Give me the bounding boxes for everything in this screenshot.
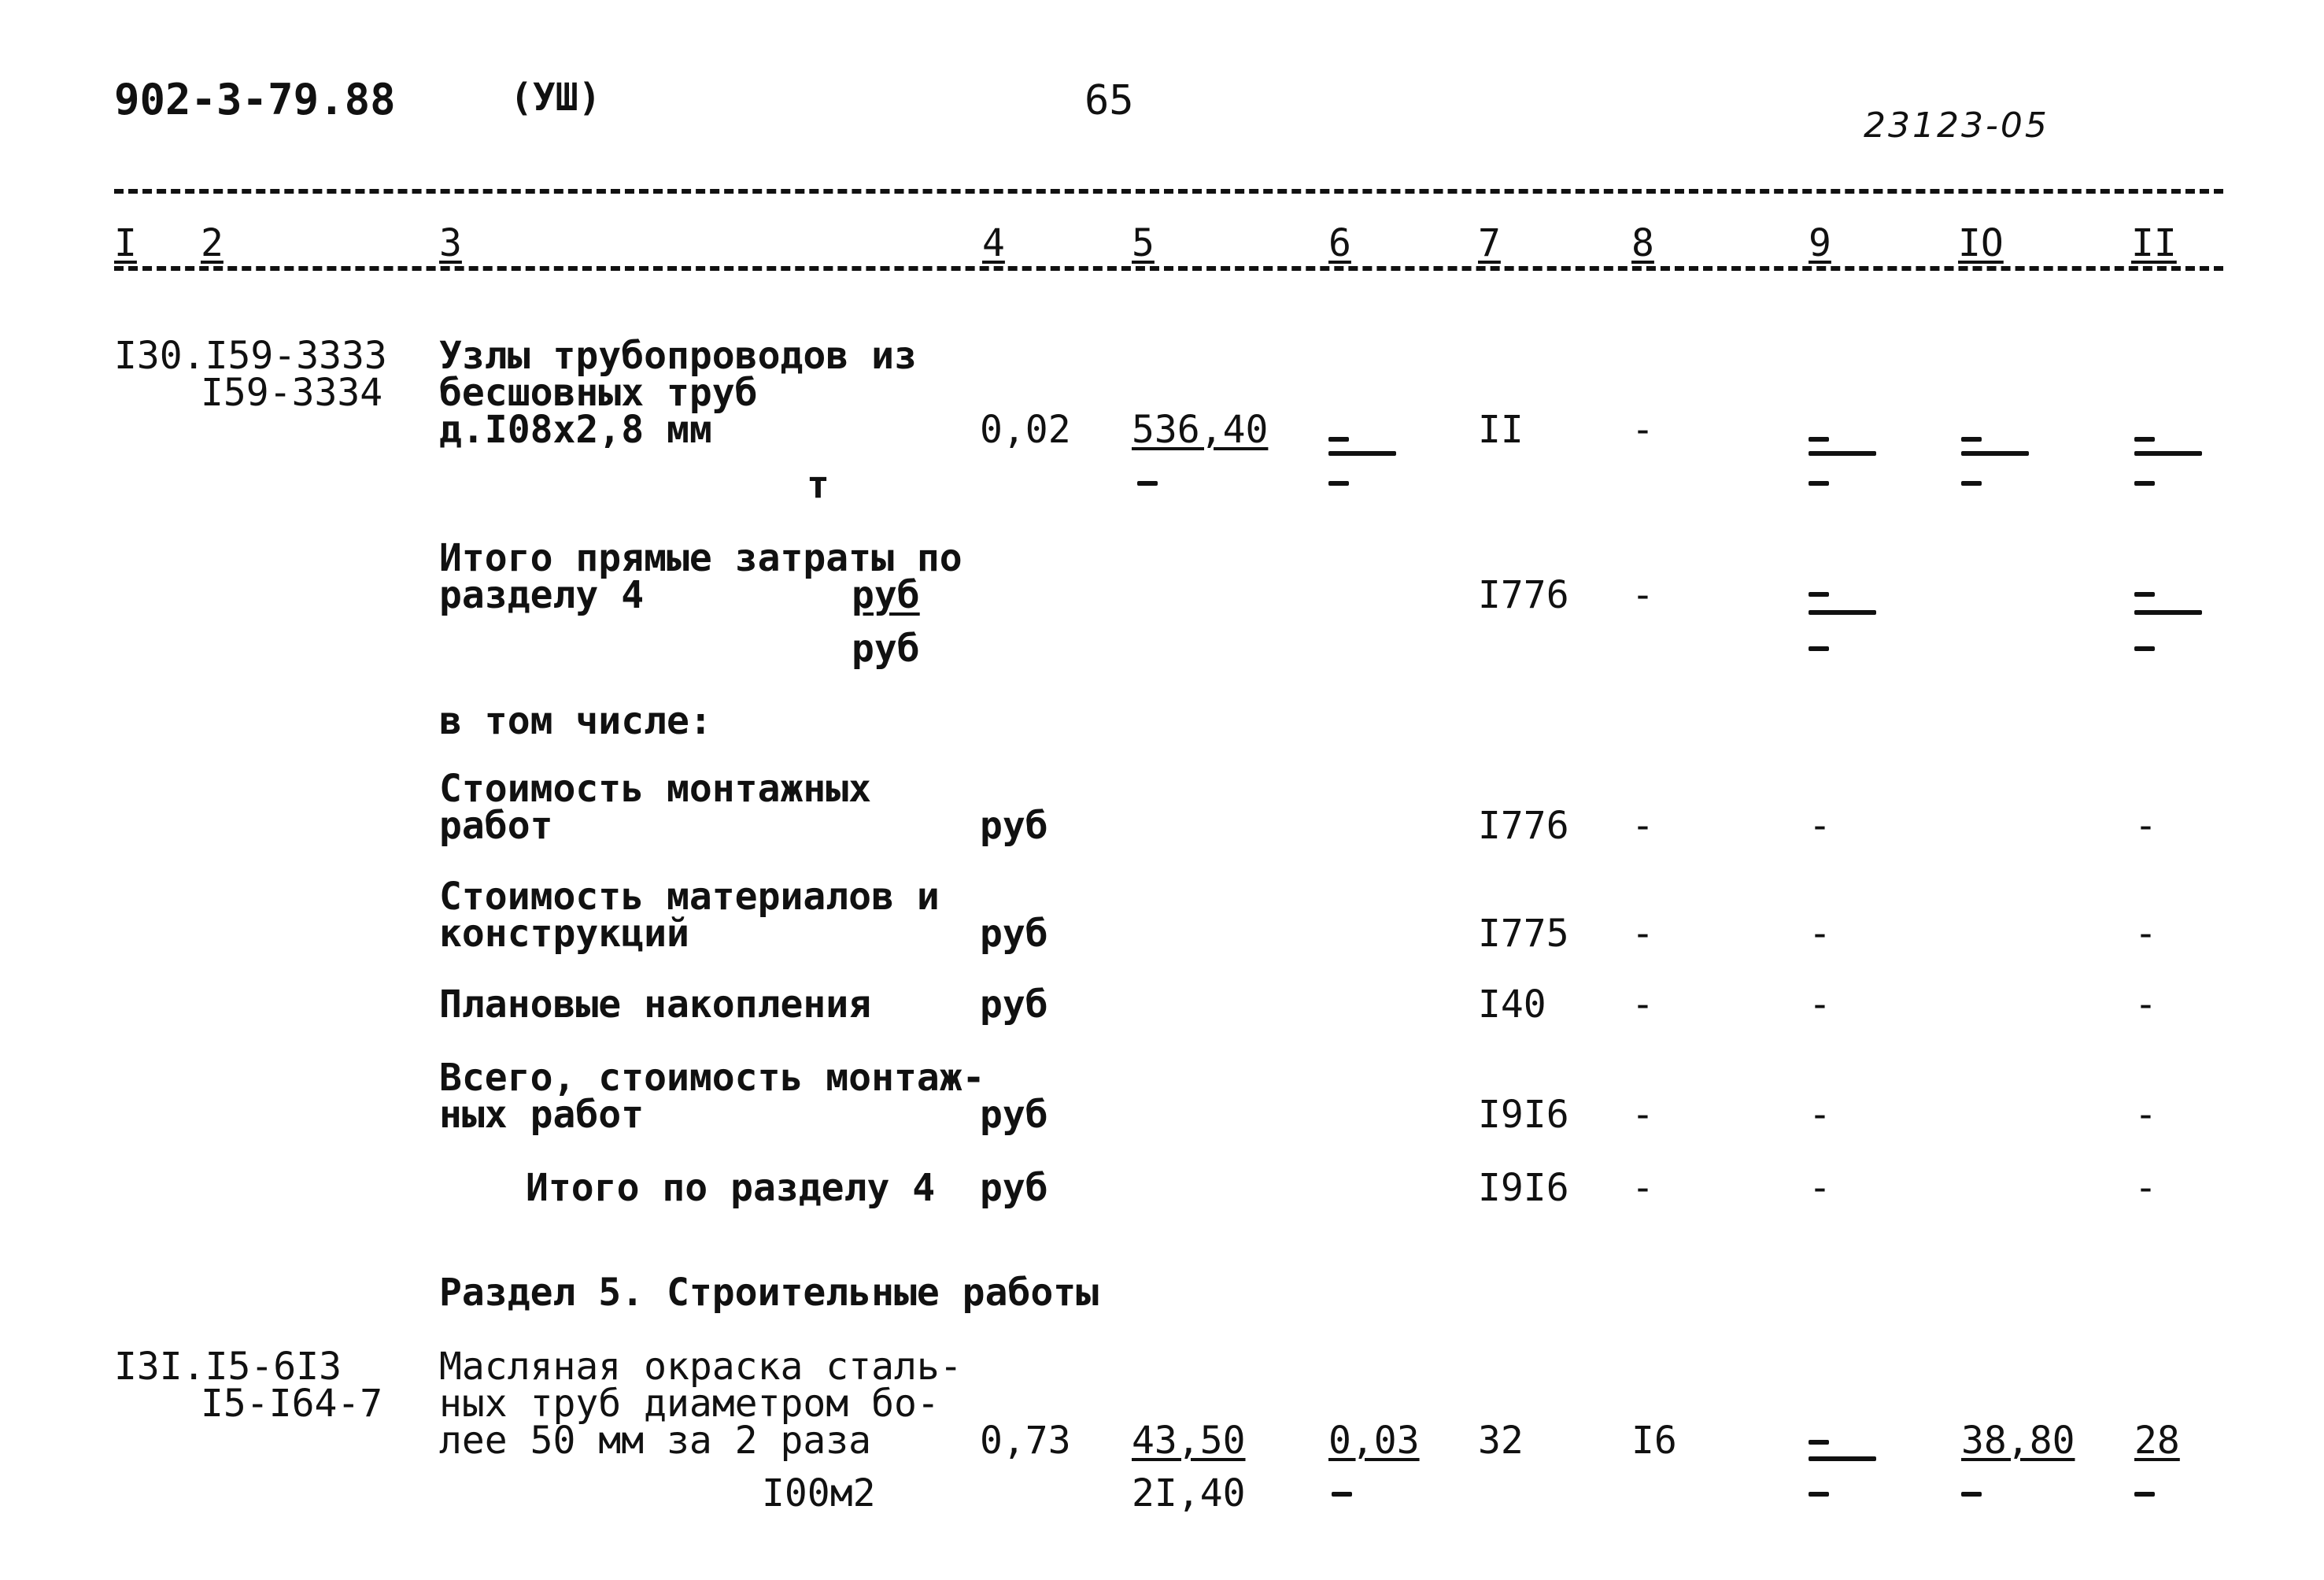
row-col6-empty-top — [1328, 437, 1349, 442]
including-label: в том числе: — [439, 699, 712, 743]
row-col6-empty-bottom — [1332, 1492, 1352, 1497]
direct-costs-col11-rule — [2134, 610, 2202, 615]
row-description-line3: д.I08х2,8 мм — [439, 408, 712, 452]
direct-costs-col7-value: I776 — [1478, 573, 1569, 617]
volume-number: (УШ) — [510, 76, 601, 120]
planned-savings-unit: руб — [980, 982, 1048, 1027]
section-5-title: Раздел 5. Строительные работы — [439, 1271, 1099, 1315]
sheet-number: 23123-05 — [1864, 105, 2049, 146]
total-install-col9-value: - — [1809, 1093, 1831, 1137]
direct-costs-unit-bottom: руб — [852, 627, 920, 671]
column-header-4: 4 — [982, 221, 1005, 265]
row-col9-empty-top — [1809, 1440, 1829, 1445]
install-cost-label-line2: работ — [439, 804, 553, 848]
row-code-secondary: I59-3334 — [201, 371, 383, 415]
header-dashed-rule — [114, 189, 2223, 194]
install-cost-label-line1: Стоимость монтажных — [439, 767, 872, 811]
row-col10-rule — [1961, 451, 2029, 456]
row-description-line1: Узлы трубопроводов из — [439, 334, 917, 378]
direct-costs-col9-empty-bottom — [1809, 646, 1829, 651]
total-install-col11-value: - — [2134, 1093, 2157, 1137]
column-header-8: 8 — [1631, 221, 1654, 265]
direct-costs-unit-top: руб — [852, 573, 920, 617]
direct-costs-col9-empty-top — [1809, 592, 1829, 597]
row-unit: т — [807, 463, 829, 507]
row-col8-value: - — [1631, 408, 1654, 452]
column-header-5: 5 — [1132, 221, 1155, 265]
total-install-col7-value: I9I6 — [1478, 1093, 1569, 1137]
direct-costs-label-line1: Итого прямые затраты по — [439, 536, 962, 580]
materials-cost-label-line1: Стоимость материалов и — [439, 875, 940, 919]
section-total-col7-value: I9I6 — [1478, 1166, 1569, 1210]
row-col10-empty-bottom — [1961, 481, 1982, 486]
column-header-10: IO — [1958, 221, 2004, 265]
total-install-unit: руб — [980, 1093, 1048, 1137]
column-header-9: 9 — [1809, 221, 1831, 265]
row-unit: I00м2 — [762, 1471, 876, 1515]
section-total-col9-value: - — [1809, 1166, 1831, 1210]
row-col11-rule — [2134, 451, 2202, 456]
row-col9-rule — [1809, 451, 1876, 456]
section-total-unit: руб — [980, 1166, 1048, 1210]
direct-costs-col8-value: - — [1631, 573, 1654, 617]
planned-savings-col8-value: - — [1631, 982, 1654, 1027]
planned-savings-col11-value: - — [2134, 982, 2157, 1027]
row-col8-value: I6 — [1631, 1419, 1677, 1463]
row-col9-empty-top — [1809, 437, 1829, 442]
row-description-line2: бесшовных труб — [439, 371, 758, 415]
row-description-line2: ных труб диаметром бо- — [439, 1382, 940, 1426]
install-cost-col11-value: - — [2134, 804, 2157, 848]
row-col10-value: 38,80 — [1961, 1419, 2075, 1463]
row-col11-empty-bottom — [2134, 481, 2155, 486]
planned-savings-label: Плановые накопления — [439, 982, 872, 1027]
total-install-label-line1: Всего, стоимость монтаж- — [439, 1056, 985, 1100]
row-col6-rule — [1328, 451, 1396, 456]
column-header-11: II — [2131, 221, 2177, 265]
direct-costs-col9-rule — [1809, 610, 1876, 615]
planned-savings-col7-value: I40 — [1478, 982, 1546, 1027]
row-col10-empty-top — [1961, 437, 1982, 442]
document-code: 902-3-79.88 — [114, 75, 396, 124]
materials-cost-col8-value: - — [1631, 912, 1654, 956]
row-col5-secondary-value: 2I,40 — [1132, 1471, 1246, 1515]
direct-costs-label-line2: разделу 4 — [439, 573, 645, 617]
install-cost-col8-value: - — [1631, 804, 1654, 848]
materials-cost-col7-value: I775 — [1478, 912, 1569, 956]
install-cost-unit: руб — [980, 804, 1048, 848]
materials-cost-unit: руб — [980, 912, 1048, 956]
column-header-3: 3 — [439, 221, 462, 265]
column-header-6: 6 — [1328, 221, 1351, 265]
row-col11-empty-bottom — [2134, 1492, 2155, 1497]
row-col10-empty-bottom — [1961, 1492, 1982, 1497]
section-total-col11-value: - — [2134, 1166, 2157, 1210]
row-col4-value: 0,73 — [980, 1419, 1071, 1463]
section-total-col8-value: - — [1631, 1166, 1654, 1210]
install-cost-col9-value: - — [1809, 804, 1831, 848]
install-cost-col7-value: I776 — [1478, 804, 1569, 848]
page-number: 65 — [1084, 77, 1134, 124]
column-header-1: I — [114, 221, 137, 265]
row-col4-value: 0,02 — [980, 408, 1071, 452]
row-col5-empty — [1137, 481, 1158, 486]
column-header-2: 2 — [201, 221, 224, 265]
column-header-7: 7 — [1478, 221, 1501, 265]
row-code: I3I.I5-6I3 — [114, 1345, 342, 1389]
row-description-line1: Масляная окраска сталь- — [439, 1345, 962, 1389]
total-install-col8-value: - — [1631, 1093, 1654, 1137]
row-code: I30.I59-3333 — [114, 334, 387, 378]
materials-cost-col11-value: - — [2134, 912, 2157, 956]
row-code-secondary: I5-I64-7 — [201, 1382, 383, 1426]
direct-costs-col11-empty-top — [2134, 592, 2155, 597]
materials-cost-label-line2: конструкций — [439, 912, 689, 956]
row-col11-value: 28 — [2134, 1419, 2180, 1463]
row-col5-value: 536,40 — [1132, 408, 1269, 452]
planned-savings-col9-value: - — [1809, 982, 1831, 1027]
row-col9-rule — [1809, 1456, 1876, 1461]
row-col5-value: 43,50 — [1132, 1419, 1246, 1463]
column-header-dashed-rule — [114, 266, 2223, 271]
row-col6-empty-bottom — [1328, 481, 1349, 486]
direct-costs-col11-empty-bottom — [2134, 646, 2155, 651]
section-total-label: Итого по разделу 4 — [526, 1166, 936, 1210]
row-col7-value: II — [1478, 408, 1524, 452]
total-install-label-line2: ных работ — [439, 1093, 645, 1137]
materials-cost-col9-value: - — [1809, 912, 1831, 956]
row-col11-empty-top — [2134, 437, 2155, 442]
row-col9-empty-bottom — [1809, 481, 1829, 486]
row-col7-value: 32 — [1478, 1419, 1524, 1463]
row-description-line3: лее 50 мм за 2 раза — [439, 1419, 872, 1463]
row-col9-empty-bottom — [1809, 1492, 1829, 1497]
row-col6-value: 0,03 — [1328, 1419, 1420, 1463]
